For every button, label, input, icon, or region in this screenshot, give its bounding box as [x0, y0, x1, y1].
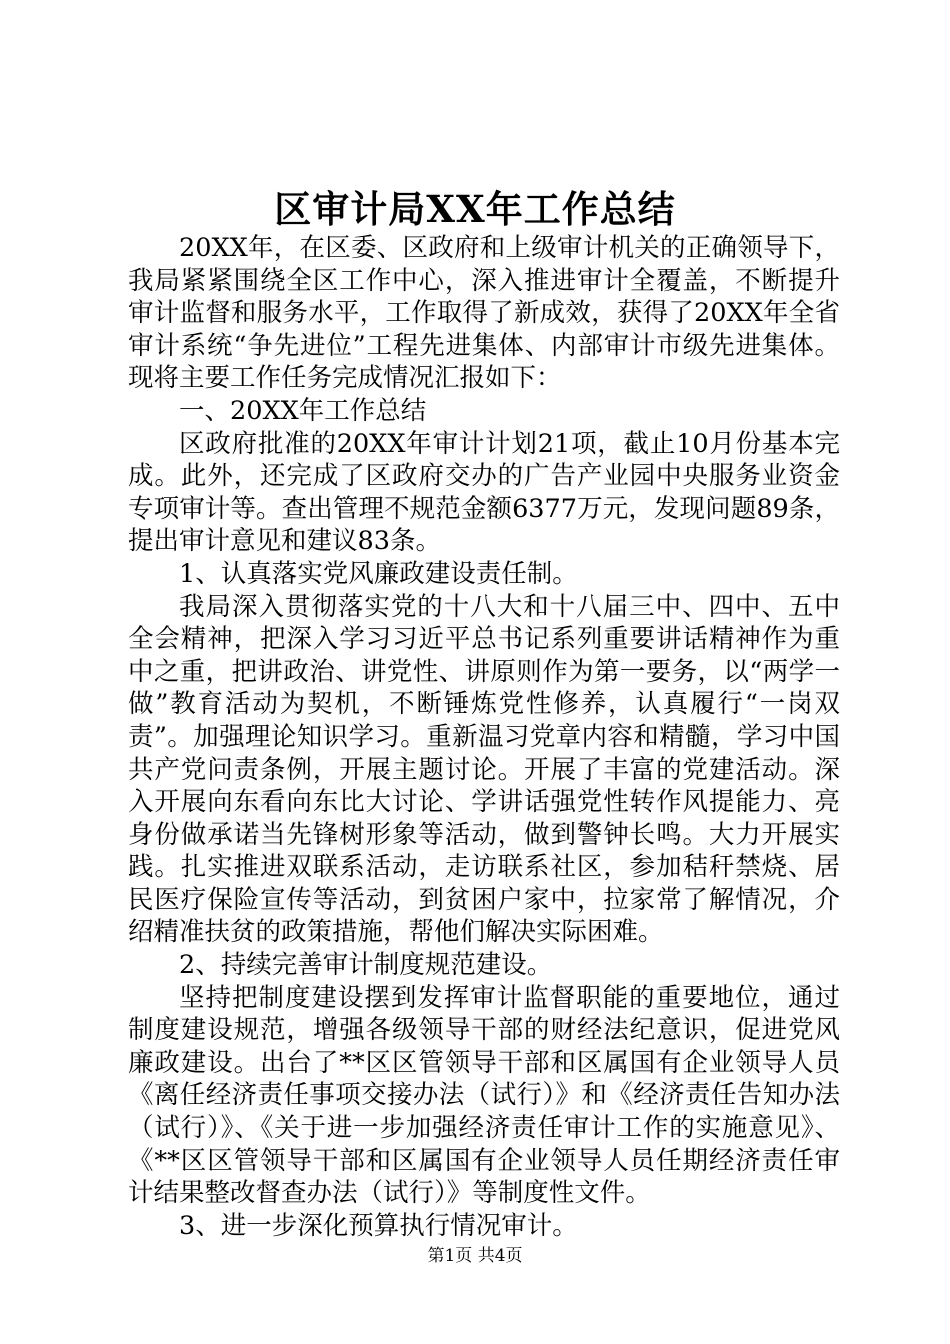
- paragraph-summary: 区政府批准的20XX年审计计划21项，截止10月份基本完成。此外，还完成了区政府交办的广告产业园中央服务业资金专项审计等。查出管理不规范金额6377万元，发现问题89条，提出审计意见和建议83条。: [128, 428, 840, 557]
- section-heading-1: 一、20XX年工作总结: [179, 395, 427, 426]
- document-body: [128, 232, 840, 1242]
- paragraph-intro: 20XX年，在区委、区政府和上级审计机关的正确领导下，我局紧紧围绕全区工作中心，深入推进审计全覆盖，不断提升审计监督和服务水平，工作取得了新成效，获得了20XX年全省审计系统“争先进位”工程先进集体、内部审计市级先进集体。现将主要工作任务完成情况汇报如下：: [128, 233, 840, 394]
- paragraph-party-building: 我局深入贯彻落实党的十八大和十八届三中、四中、五中全会精神，把深入学习习近平总书记系列重要讲话精神作为重中之重，把讲政治、讲党性、讲原则作为第一要务，以“两学一做”教育活动为契机，不断锤炼党性修养，认真履行“一岗双责”。加强理论知识学习。重新温习党章内容和精髓，学习中国共产党问责条例，开展主题讨论。开展了丰富的党建活动。深入开展向东看向东比大讨论、学讲话强党性转作风提能力、亮身份做承诺当先锋树形象等活动，做到警钟长鸣。大力开展实践。扎实推进双联系活动，走访联系社区，参加秸秆禁烧、居民医疗保险宣传等活动，到贫困户家中，拉家常了解情况，介绍精准扶贫的政策措施，帮他们解决实际困难。: [128, 591, 840, 948]
- subheading-1: 1、认真落实党风廉政建设责任制。: [179, 558, 578, 589]
- subheading-2: 2、持续完善审计制度规范建设。: [179, 950, 553, 981]
- page-number-footer: 第1页 共4页: [427, 1246, 523, 1266]
- document-title: 区审计局XX年工作总结: [274, 187, 676, 231]
- subheading-3: 3、进一步深化预算执行情况审计。: [179, 1210, 578, 1241]
- paragraph-regulations: 坚持把制度建设摆到发挥审计监督职能的重要地位，通过制度建设规范，增强各级领导干部的财经法纪意识，促进党风廉政建设。出台了**区区管领导干部和区属国有企业领导人员《离任经济责任事项交接办法（试行）》和《经济责任告知办法（试行）》、《关于进一步加强经济责任审计工作的实施意见》、《**区区管领导干部和区属国有企业领导人员任期经济责任审计结果整改督查办法（试行）》等制度性文件。: [128, 982, 840, 1209]
